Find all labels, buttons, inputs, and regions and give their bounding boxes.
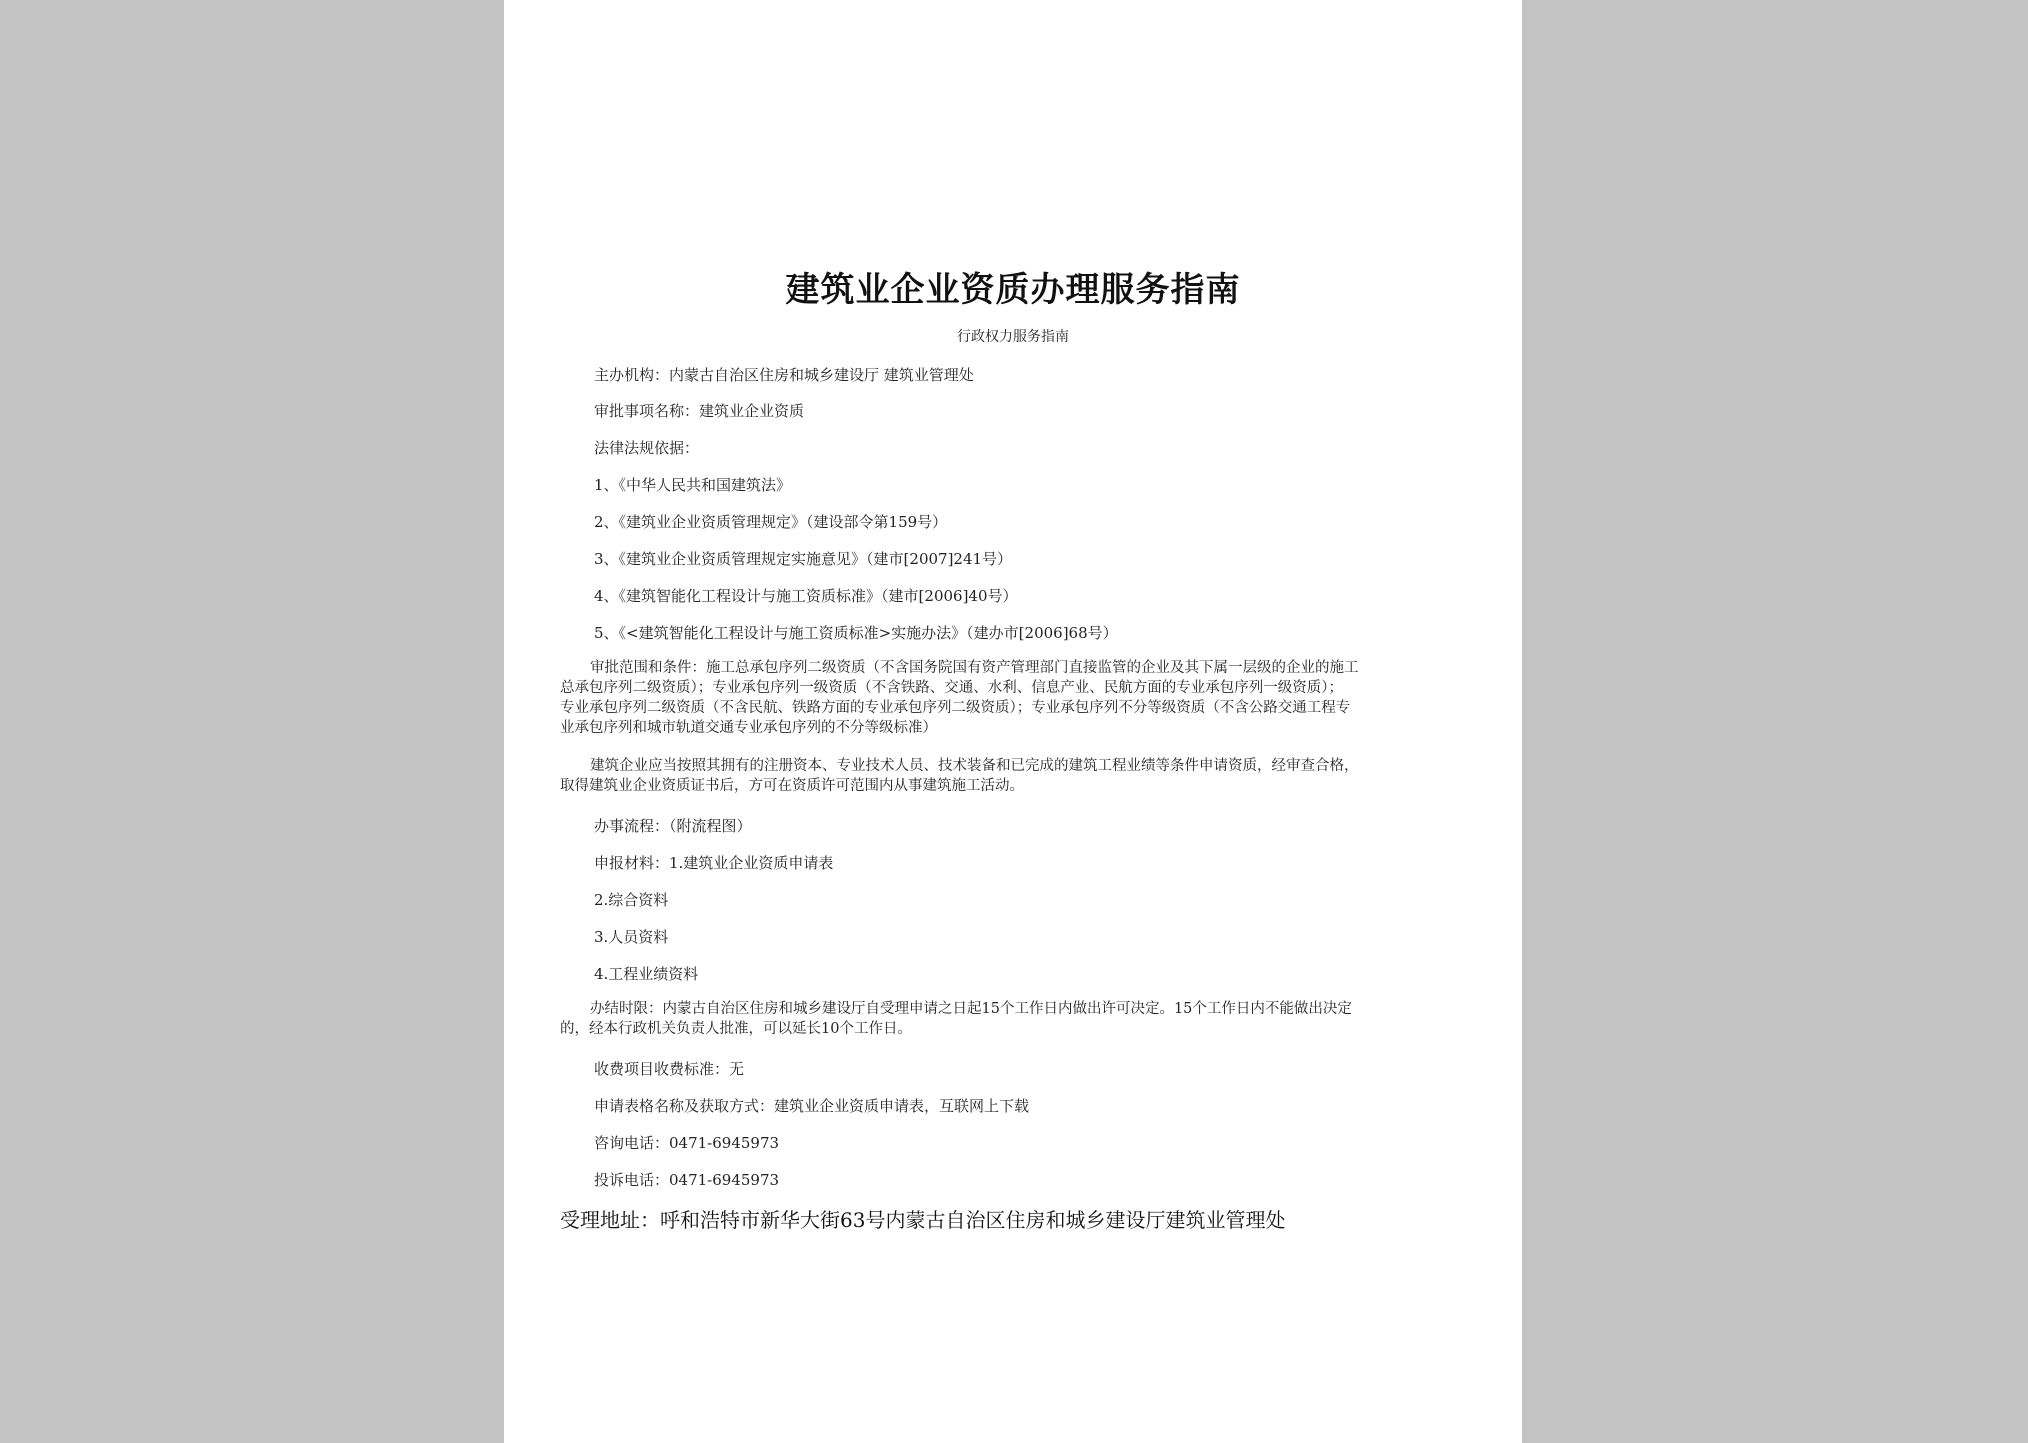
form-line: 申请表格名称及获取方式：建筑业企业资质申请表，互联网上下载 <box>594 1097 1030 1115</box>
complaint-phone-line: 投诉电话：0471-6945973 <box>594 1171 780 1189</box>
time-limit-line: 办结时限：内蒙古自治区住房和城乡建设厅自受理申请之日起15个工作日内做出许可决定。15个工作日内不能做出决定 <box>590 1001 1352 1017</box>
enterprise-line: 取得建筑业企业资质证书后，方可在资质许可范围内从事建筑施工活动。 <box>560 778 1024 794</box>
scope-line: 业承包序列和城市轨道交通专业承包序列的不分等级标准） <box>560 720 937 736</box>
legal-basis-item: 2、《建筑业企业资质管理规定》（建设部令第159号） <box>594 513 948 531</box>
legal-basis-label: 法律法规依据： <box>594 439 700 457</box>
document-page <box>504 0 1522 1443</box>
legal-basis-item: 4、《建筑智能化工程设计与施工资质标准》（建市[2006]40号） <box>594 587 1018 605</box>
materials-item: 4.工程业绩资料 <box>594 965 699 983</box>
page-title: 建筑业企业资质办理服务指南 <box>785 270 1241 310</box>
enterprise-line: 建筑企业应当按照其拥有的注册资本、专业技术人员、技术装备和已完成的建筑工程业绩等条件申请资质，经审查合格， <box>590 758 1359 774</box>
legal-basis-item: 5、《<建筑智能化工程设计与施工资质标准>实施办法》（建办市[2006]68号） <box>594 624 1118 642</box>
address-line: 受理地址：呼和浩特市新华大街63号内蒙古自治区住房和城乡建设厅建筑业管理处 <box>560 1208 1286 1232</box>
page-subtitle: 行政权力服务指南 <box>957 329 1069 345</box>
enterprise-paragraph <box>560 756 1468 796</box>
materials-item: 2.综合资料 <box>594 891 669 909</box>
organizer-line: 主办机构：内蒙古自治区住房和城乡建设厅 建筑业管理处 <box>594 366 974 384</box>
scope-line: 专业承包序列二级资质（不含民航、铁路方面的专业承包序列二级资质）；专业承包序列不分等级资质（不含公路交通工程专 <box>560 700 1351 716</box>
scope-line: 审批范围和条件：施工总承包序列二级资质（不含国务院国有资产管理部门直接监管的企业及其下属一层级的企业的施工 <box>590 660 1359 676</box>
scope-line: 总承包序列二级资质）；专业承包序列一级资质（不含铁路、交通、水利、信息产业、民航方面的专业承包序列一级资质）； <box>560 680 1343 696</box>
legal-basis-item: 1、《中华人民共和国建筑法》 <box>594 476 792 494</box>
process-line: 办事流程：（附流程图） <box>594 817 752 835</box>
legal-basis-item: 3、《建筑业企业资质管理规定实施意见》（建市[2007]241号） <box>594 550 1013 568</box>
approval-item-line: 审批事项名称：建筑业企业资质 <box>594 402 805 420</box>
materials-item: 申报材料：1.建筑业企业资质申请表 <box>594 854 834 872</box>
scope-paragraph <box>560 658 1468 738</box>
fee-line: 收费项目收费标准：无 <box>594 1060 745 1078</box>
time-limit-line: 的，经本行政机关负责人批准，可以延长10个工作日。 <box>560 1021 912 1037</box>
consult-phone-line: 咨询电话：0471-6945973 <box>594 1134 780 1152</box>
materials-item: 3.人员资料 <box>594 928 669 946</box>
time-limit-paragraph <box>560 999 1468 1039</box>
